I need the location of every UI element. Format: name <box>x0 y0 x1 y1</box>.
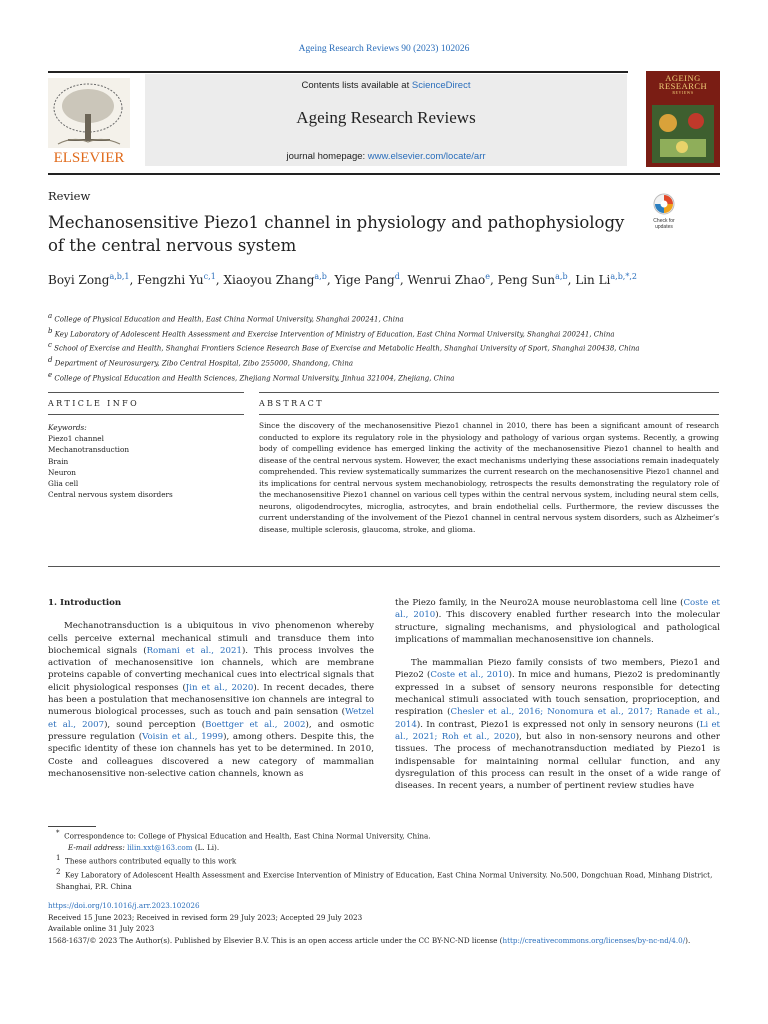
keyword-item: Brain <box>48 456 69 466</box>
license-link[interactable]: http://creativecommons.org/licenses/by-nc-nd/4.0/ <box>502 935 686 945</box>
contents-prefix: Contents lists available at <box>301 80 412 91</box>
cover-artwork-icon <box>652 105 714 163</box>
section-rule <box>48 414 244 415</box>
keywords-label: Keywords: <box>48 423 87 432</box>
citation-link[interactable]: Li et al., 2021; Roh et al., 2020 <box>395 719 720 742</box>
author-name[interactable]: Boyi Zong$^{a,b,1}$ <box>48 272 130 287</box>
cover-title: AGEING RESEARCH REVIEWS <box>658 73 708 95</box>
footnotes <box>48 828 720 893</box>
author-name[interactable]: Xiaoyou Zhang$^{a,b}$ <box>223 272 327 287</box>
body-paragraph: Mechanotransduction is a ubiquitous in vivo phenomenon whereby cells perceive external mechanical stimuli and transduce them into biochemical signals (Romani et al., 2021). This process involves the activation of mechanosensitive ion channels, which are membrane proteins capable of converting mechanical cues into electrical signals that elicit physiological responses (Jin et al., 2020). In recent decades, there has been a postulation that mechanosensitive ion channels are integral to numerous biological processes, such as touch and pain sensation (Wetzel et al., 2007), sound perception (Boettger et al., 2002), and osmotic pressure regulation (Voisin et al., 1999), among others. Despite this, the specific identity of these ion channels has yet to be determined. In 2010, Coste and colleagues discovered a new category of mammalian mechanosensitive non-selective cation channels, known as <box>48 621 375 779</box>
author-name[interactable]: Yige Pang$^d$ <box>334 272 400 287</box>
check-for-updates-button[interactable] <box>646 192 682 232</box>
author-affiliation-marks[interactable]: a,b,*,2 <box>610 272 637 281</box>
keyword-list <box>48 433 244 500</box>
correspondence-footnote: * Correspondence to: College of Physical Education and Health, East China Normal University, China. <box>56 829 431 841</box>
author-affiliation-marks[interactable]: a,b <box>314 272 327 281</box>
svg-text:updates: updates <box>655 224 673 230</box>
citation-link[interactable]: Voisin et al., 1999 <box>142 731 224 742</box>
received-dates: Received 15 June 2023; Received in revised form 29 July 2023; Accepted 29 July 2023 <box>48 912 363 922</box>
license-line: 1568-1637/© 2023 The Author(s). Published by Elsevier B.V. This is an open access article under the CC BY-NC-ND license (http://creativecommons.org/licenses/by-nc-nd/4.0/). <box>48 935 691 945</box>
author-name[interactable]: Lin $Li^{a,b,*,2}$ <box>575 272 637 287</box>
section-rule <box>259 414 719 415</box>
body-paragraph: The mammalian Piezo family consists of two members, Piezo1 and Piezo2 (Coste et al., 2010). In mice and humans, Piezo2 is predominantly expressed in a subset of sensory neurons responsible for detecting mechanical stimuli associated with touch sensation, proprioception, and respiration (Chesler et al., 2016; Nonomura et al., 2017; Ranade et al., 2014). In contrast, Piezo1 is expressed not only in sensory neurons (Li et al., 2021; Roh et al., 2020), but also in non-sensory neurons and other tissues. The process of mechanotransduction mediated by Piezo1 is indispensable for maintaining normal cellular function, and any dysregulation of this process can result in the onset of a wide range of diseases. In recent years, a number of pertinent review studies have <box>395 658 721 792</box>
author-name[interactable]: Peng Sun$^{a,b}$ <box>497 272 568 287</box>
keyword-item: Mechanotransduction <box>48 445 130 455</box>
citation-link[interactable]: Boettger et al., 2002 <box>205 719 306 730</box>
body-right-column <box>395 597 720 792</box>
affiliation-list <box>48 311 718 385</box>
author-affiliation-marks[interactable]: a,b <box>555 272 568 281</box>
affiliation-item: b Key Laboratory of Adolescent Health Assessment and Exercise Intervention of Ministry of Education, East China Normal University, Shanghai 200241, China <box>48 326 615 339</box>
cover-image <box>652 105 714 163</box>
elsevier-tree-icon <box>48 78 130 166</box>
equal-contribution-footnote: 1 These authors contributed equally to this work <box>56 854 237 866</box>
section-heading-introduction: 1. Introduction <box>48 598 122 608</box>
article-info-heading: ARTICLE INFO <box>48 399 140 408</box>
body-paragraph: the Piezo family, in the Neuro2A mouse neuroblastoma cell line (Coste et al., 2010). This discovery enabled further research into the molecular structure, signaling mechanisms, and physiological and pathological implications of mammalian mechanosensitive ion channels. <box>395 598 720 645</box>
online-date: Available online 31 July 2023 <box>48 924 155 933</box>
affiliation-item: c School of Exercise and Health, Shanghai Frontiers Science Research Base of Exercise and Metabolic Health, Shanghai University of Sport, Shanghai 200438, China <box>48 341 640 353</box>
svg-text:Check for: Check for <box>653 218 675 224</box>
author-affiliation-marks[interactable]: c,1 <box>203 272 216 281</box>
citation-link[interactable]: Jin et al., 2020 <box>185 682 254 693</box>
homepage-prefix: journal homepage: <box>286 151 368 162</box>
author-list: Boyi Zong$^{a,b,1}$, Fengzhi Yu$^{c,1}$, Xiaoyou Zhang$^{a,b}$, Yige Pang$^d$, Wenrui Zhao$^e$, Peng Sun$^{a,b}$, Lin $Li^{a,b,*,2}$ <box>48 272 637 287</box>
article-metadata <box>48 900 720 946</box>
homepage-link[interactable]: www.elsevier.com/locate/arr <box>367 151 486 162</box>
affiliation-item: e College of Physical Education and Health Sciences, Zhejiang Normal University, Jinhua 321004, Zhejiang, China <box>48 370 455 383</box>
sciencedirect-link[interactable]: ScienceDirect <box>411 80 471 91</box>
author-affiliation-marks[interactable]: a,b,1 <box>109 272 130 281</box>
footnote-rule <box>48 826 96 827</box>
body-left-column <box>48 597 374 780</box>
author-name[interactable]: Wenrui Zhao$^e$ <box>407 272 490 287</box>
lab-footnote: 2 Key Laboratory of Adolescent Health Assessment and Exercise Intervention of Ministry of Education, East China Normal University. No.500, Dongchuan Road, Minhang District, Shanghai, P.R. China <box>56 868 713 892</box>
keyword-item: Neuron <box>48 467 76 477</box>
citation-link[interactable]: Coste et al., 2010 <box>430 670 509 681</box>
affiliation-item: d Department of Neurosurgery, Zibo Central Hospital, Zibo 255000, Shandong, China <box>48 356 354 368</box>
section-rule <box>48 392 244 393</box>
author-affiliation-marks[interactable]: d <box>394 272 400 281</box>
section-rule <box>259 392 719 393</box>
publisher-wordmark: ELSEVIER <box>53 150 125 166</box>
journal-name: Ageing Research Reviews <box>296 108 476 127</box>
keyword-item: Glia cell <box>48 479 79 489</box>
abstract-text: Since the discovery of the mechanosensitive Piezo1 channel in 2010, there has been a significant amount of research conducted to explore its regulatory role in the physiology and pathology of various organ systems. Recently, a growing body of compelling evidence has emerged linking the activity of the mechanosensitive Piezo1 channel to health and disease of the central nervous system. However, the exact mechanisms underlying these associations remain inadequately comprehended. This review systematically summarizes the current research on the mechanosensitive Piezo1 channel and its implications for central nervous system mechanobiology, retrospects the results demonstrating the regulatory role of the mechanosensitive Piezo1 channel on various cell types within the central nervous system, including neural stem cells, neurons, oligodendrocytes, microglia, astrocytes, and brain endothelial cells. Furthermore, the review discusses the current understanding of the involvement of the Piezo1 channel in central nervous system disorders, such as Alzheimer’s disease, multiple sclerosis, glaucoma, stroke, and glioma. <box>259 421 720 534</box>
author-affiliation-marks[interactable]: e <box>485 272 490 281</box>
article-type: Review <box>48 189 91 203</box>
journal-reference[interactable]: Ageing Research Reviews 90 (2023) 102026 <box>298 44 470 54</box>
citation-link[interactable]: Wetzel et al., 2007 <box>48 707 374 730</box>
article-title: Mechanosensitive Piezo1 channel in physiology and pathophysiology of the central nervous system <box>48 213 625 255</box>
elsevier-logo <box>48 78 130 166</box>
doi-link[interactable]: https://doi.org/10.1016/j.arr.2023.102026 <box>48 901 200 910</box>
citation-link[interactable]: Romani et al., 2021 <box>146 645 242 656</box>
header-rule <box>48 173 720 175</box>
keyword-item: Piezo1 channel <box>48 434 104 444</box>
keywords-block <box>48 422 244 500</box>
check-updates-icon <box>646 192 682 232</box>
keyword-item: Central nervous system disorders <box>48 490 173 500</box>
section-rule <box>48 566 720 567</box>
header-rule <box>48 71 628 73</box>
abstract-heading: ABSTRACT <box>259 399 324 408</box>
citation-link[interactable]: Coste et al., 2010 <box>395 598 720 621</box>
journal-cover-thumbnail[interactable] <box>646 71 720 167</box>
citation-link[interactable]: Chesler et al., 2016; Nonomura et al., 2017; Ranade et al., 2014 <box>395 707 720 730</box>
email-link[interactable]: lilin.xxt@163.com <box>127 842 193 852</box>
email-footnote: E-mail address: lilin.xxt@163.com (L. Li). <box>68 842 220 852</box>
contents-line <box>145 80 627 91</box>
author-name[interactable]: Fengzhi Yu$^{c,1}$ <box>137 272 216 287</box>
affiliation-item: a College of Physical Education and Health, East China Normal University, Shanghai 200241, China <box>48 312 404 324</box>
homepage-line <box>145 151 627 162</box>
